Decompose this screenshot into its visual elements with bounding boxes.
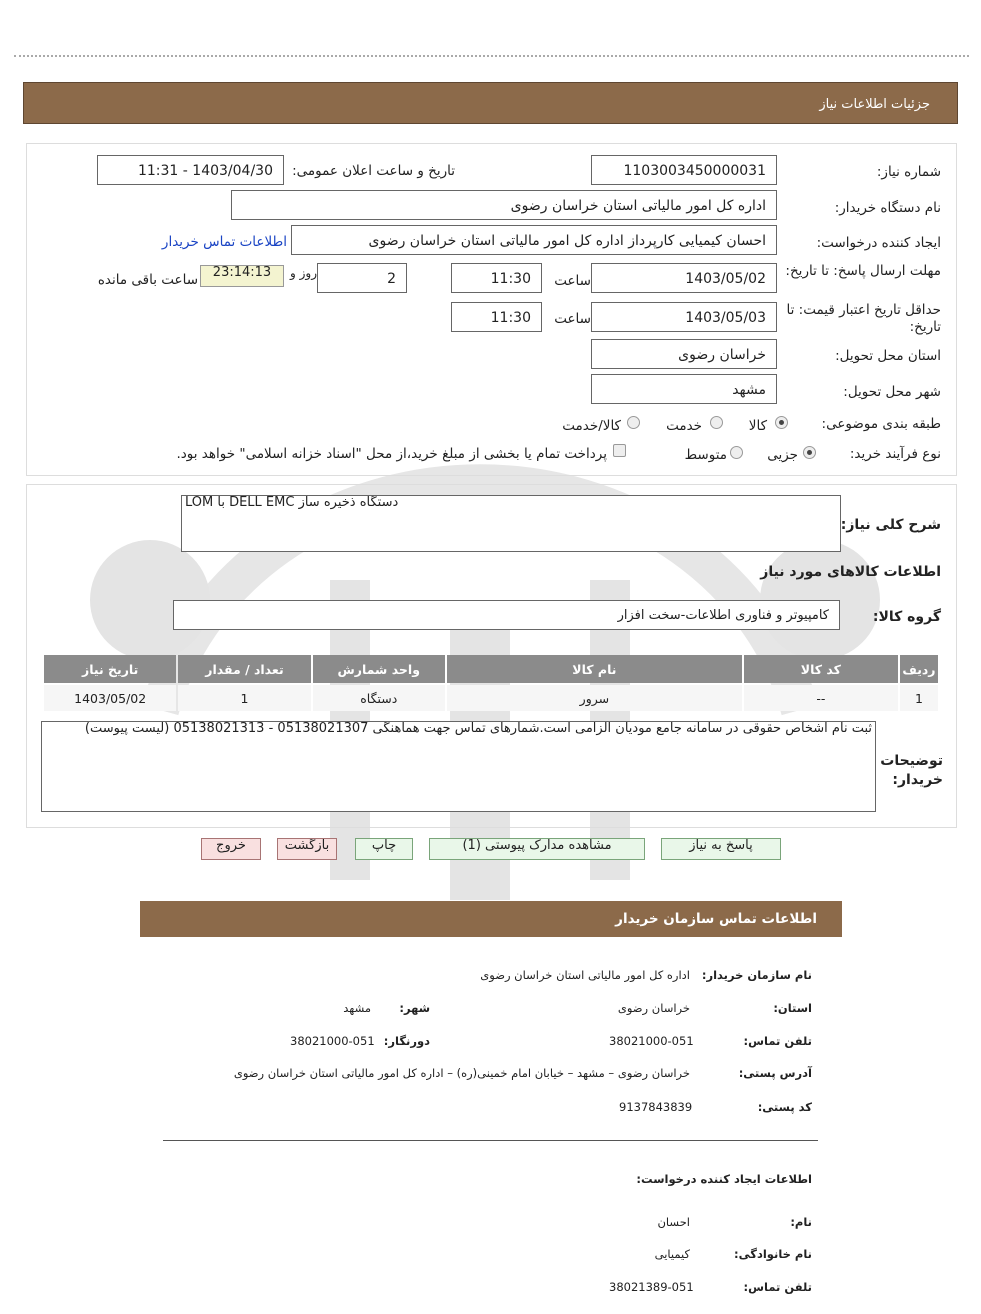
creator-phone-label: تلفن تماس:	[743, 1280, 812, 1294]
exit-button[interactable]: خروج	[201, 838, 261, 860]
col-row: ردیف	[900, 655, 938, 683]
col-qty: تعداد / مقدار	[178, 655, 310, 683]
goods-heading: اطلاعات کالاهای مورد نیاز	[760, 564, 941, 580]
validity-label: حداقل تاریخ اعتبار قیمت: تا تاریخ:	[786, 302, 941, 335]
col-date: تاریخ نیاز	[44, 655, 176, 683]
print-button[interactable]: چاپ	[355, 838, 413, 860]
notes-field: ثبت نام اشخاص حقوقی در سامانه جامع مودیان الزامی است.شمارهای تماس جهت هماهنگی 05138021307 - 05138021313 (لیست پیوست)	[41, 721, 876, 812]
group-label: گروه کالا:	[872, 609, 941, 625]
remaining-label: ساعت باقی مانده	[97, 272, 198, 288]
payment-note: پرداخت تمام یا بخشی از مبلغ خرید،از محل "اسناد خزانه اسلامی" خواهد بود.	[176, 446, 607, 462]
city-label: شهر محل تحویل:	[843, 384, 941, 400]
need-number-label: شماره نیاز:	[876, 164, 941, 180]
back-button[interactable]: بازگشت	[277, 838, 337, 860]
cell-date: 1403/05/02	[44, 685, 176, 711]
remaining-time-field: 23:14:13	[200, 265, 284, 287]
deadline-time-label: ساعت	[554, 273, 591, 289]
description-label: شرح کلی نیاز:	[840, 517, 941, 533]
fax-label: دورنگار:	[383, 1034, 430, 1048]
buyer-contact-title: اطلاعات تماس سازمان خریدار	[615, 911, 817, 927]
address-value: خراسان رضوی – مشهد – خیابان امام خمینی(ره) – اداره کل امور مالیاتی استان خراسان رضوی	[233, 1066, 690, 1080]
cell-row: 1	[900, 685, 938, 711]
cell-unit: دستگاه	[313, 685, 445, 711]
validity-time-label: ساعت	[554, 311, 591, 327]
phone-value: 38021000-051	[609, 1034, 694, 1048]
province-contact-value: خراسان رضوی	[617, 1001, 690, 1015]
announce-label: تاریخ و ساعت اعلان عمومی:	[292, 163, 455, 179]
process-medium-label: متوسط	[684, 447, 727, 463]
days-label: روز و	[290, 266, 317, 280]
announce-field: 1403/04/30 - 11:31	[97, 155, 284, 185]
creator-phone-value: 38021389-051	[609, 1280, 694, 1294]
creator-field: احسان کیمیایی کارپرداز اداره کل امور مالیاتی استان خراسان رضوی	[291, 225, 777, 255]
reply-button[interactable]: پاسخ به نیاز	[661, 838, 781, 860]
goods-table	[42, 653, 940, 713]
category-goods-radio[interactable]	[775, 416, 788, 429]
category-goods-label: کالا	[748, 418, 767, 434]
address-label: آدرس پستی:	[738, 1066, 812, 1080]
group-field: کامپیوتر و فناوری اطلاعات-سخت افزار	[173, 600, 840, 630]
creator-name-label: نام:	[790, 1215, 812, 1229]
deadline-time-field: 11:30	[451, 263, 542, 293]
creator-family-value: کیمیایی	[654, 1247, 690, 1261]
page-header	[23, 82, 958, 124]
process-minor-label: جزیی	[767, 447, 798, 463]
postal-value: 9137843839	[619, 1100, 693, 1114]
process-medium-radio[interactable]	[730, 446, 743, 459]
validity-date-field: 1403/05/03	[591, 302, 777, 332]
postal-label: کد پستی:	[757, 1100, 812, 1114]
days-field: 2	[317, 263, 407, 293]
top-divider	[14, 55, 969, 57]
buyer-contact-header	[140, 901, 842, 937]
buyer-org-field: اداره کل امور مالیاتی استان خراسان رضوی	[231, 190, 777, 220]
cell-name: سرور	[447, 685, 742, 711]
creator-label: ایجاد کننده درخواست:	[816, 235, 941, 251]
province-label: استان محل تحویل:	[835, 348, 941, 364]
col-unit: واحد شمارش	[313, 655, 445, 683]
city-field: مشهد	[591, 374, 777, 404]
validity-time-field: 11:30	[451, 302, 542, 332]
process-minor-radio[interactable]	[803, 446, 816, 459]
treasury-checkbox[interactable]	[613, 444, 626, 457]
creator-family-label: نام خانوادگی:	[734, 1247, 812, 1261]
city-contact-label: شهر:	[399, 1001, 430, 1015]
province-contact-label: استان:	[773, 1001, 812, 1015]
org-label: نام سازمان خریدار:	[701, 968, 812, 982]
category-service-radio[interactable]	[710, 416, 723, 429]
attachments-button[interactable]: مشاهده مدارک پیوستی (1)	[429, 838, 645, 860]
creator-name-value: احسان	[657, 1215, 690, 1229]
description-field	[181, 495, 841, 552]
page-title: جزئیات اطلاعات نیاز	[819, 97, 930, 112]
fax-value: 38021000-051	[290, 1034, 375, 1048]
city-contact-value: مشهد	[343, 1001, 371, 1015]
deadline-date-field: 1403/05/02	[591, 263, 777, 293]
province-field: خراسان رضوی	[591, 339, 777, 369]
section-divider	[163, 1140, 818, 1141]
org-value: اداره کل امور مالیاتی استان خراسان رضوی	[480, 968, 690, 982]
buyer-org-label: نام دستگاه خریدار:	[834, 200, 941, 216]
category-both-label: کالا/خدمت	[562, 418, 621, 434]
category-label: طبقه بندی موضوعی:	[821, 416, 941, 432]
col-code: کد کالا	[744, 655, 898, 683]
cell-code: --	[744, 685, 898, 711]
category-both-radio[interactable]	[627, 416, 640, 429]
notes-label: توضیحات خریدار:	[880, 753, 943, 788]
phone-label: تلفن تماس:	[743, 1034, 812, 1048]
col-name: نام کالا	[447, 655, 742, 683]
cell-qty: 1	[178, 685, 310, 711]
creator-info-title: اطلاعات ایجاد کننده درخواست:	[636, 1172, 812, 1186]
category-service-label: خدمت	[666, 418, 702, 434]
deadline-label: مهلت ارسال پاسخ: تا تاریخ:	[785, 263, 941, 279]
need-number-field: 1103003450000031	[591, 155, 777, 185]
description-text: دستگاه ذخیره ساز DELL EMC با LOM	[185, 495, 399, 510]
buyer-contact-link[interactable]: اطلاعات تماس خریدار	[161, 234, 287, 250]
process-label: نوع فرآیند خرید:	[849, 446, 941, 462]
table-row	[44, 685, 938, 711]
